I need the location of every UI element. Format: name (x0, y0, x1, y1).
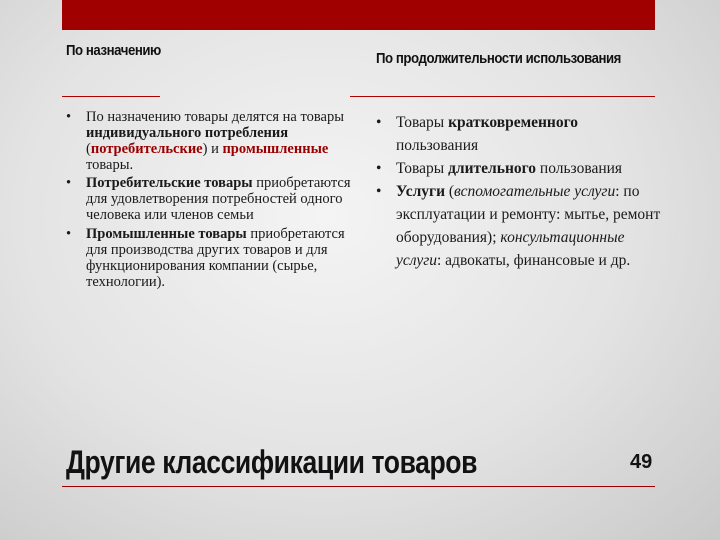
list-item: • Товары кратковременного пользования (376, 111, 661, 157)
list-item: • Услуги (вспомогательные услуги: по эксплуатации и ремонту: мытье, ремонт оборудования); консультационные услуги: адвокаты, финансовые и др. (376, 180, 661, 272)
list-item: • Товары длительного пользования (376, 157, 661, 180)
bullet-icon: • (376, 160, 382, 177)
slide-title: Другие классификации товаров (66, 444, 478, 480)
bullet-icon: • (66, 175, 72, 191)
bullet-icon: • (66, 109, 72, 125)
bullet-icon: • (66, 226, 72, 242)
title-underline (62, 486, 655, 487)
left-column-heading: По назначению (66, 42, 161, 59)
bullet-icon: • (376, 183, 382, 200)
left-heading-underline (62, 96, 160, 97)
bullet-icon: • (376, 114, 382, 131)
page-number: 49 (630, 451, 653, 473)
right-heading-underline (350, 96, 655, 97)
left-bullet-list (66, 109, 351, 290)
list-item: • По назначению товары делятся на товары индивидуального потребления (потребительские) и промышленные товары. (66, 109, 344, 173)
top-accent-bar (62, 0, 655, 30)
list-item: • Промышленные товары приобретаются для производства других товаров и для функционирования компании (сырье, технологии). (66, 226, 345, 290)
list-item: • Потребительские товары приобретаются для удовлетворения потребностей одного человека или членов семьи (66, 175, 351, 223)
right-column-heading: По продолжительности использования (376, 50, 621, 67)
right-bullet-list (376, 111, 661, 272)
